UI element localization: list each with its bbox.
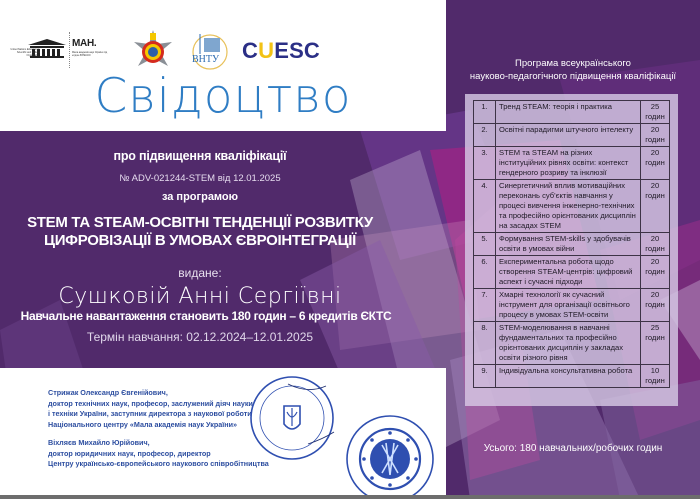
certificate-lead: про підвищення кваліфікації xyxy=(113,149,287,163)
certificate-title: Свідоцтво xyxy=(94,69,352,124)
table-row: 2. Освітні парадигми штучного інтелекту 20 годин xyxy=(474,124,670,147)
table-row: 3. STEM та STEAM на різних інституційних рівнях освіти: контекст гендерного розриву та інклюзії 20 годин xyxy=(474,147,670,180)
vntu-logo-icon xyxy=(186,32,230,72)
program-table xyxy=(473,100,670,388)
signatures-panel xyxy=(0,368,446,495)
study-load: Навчальне навантаження становить 180 годин – 6 кредитів ЄКТС xyxy=(20,309,392,323)
man-caption: Мала академія наук України під егідою ЮНЕСКО xyxy=(72,51,108,57)
table-row: 8. STEM-моделювання в навчанні фундаментальних та професійно орієнтованих дисциплін у закладах освіти різного рівня 25 годин xyxy=(474,322,670,365)
program-total: Усього: 180 навчальних/робочих годин xyxy=(483,443,663,454)
program-heading: Програма всеукраїнського науково-педагогічного підвищення кваліфікації xyxy=(469,58,677,82)
table-row: 1. Тренд STEAM: теорія і практика 25 годин xyxy=(474,101,670,124)
certificate-number: № ADV-021244-STEM від 12.01.2025 xyxy=(119,173,281,184)
logo-divider xyxy=(69,32,70,68)
program-label: за програмою xyxy=(161,191,239,203)
table-row: 7. Хмарні технології як сучасний інструмент для організації освітнього процесу в умовах STEM-освіти 20 годин xyxy=(474,289,670,322)
table-row: 6. Експериментальна робота щодо створення STEAM-центрів: цифровий аспект і сучасні підходи 20 годин xyxy=(474,256,670,289)
header-panel xyxy=(0,0,446,131)
vntu-text: ВНТУ xyxy=(192,54,220,65)
signatory-1: Стрижак Олександр Євгенійович, доктор технічних наук, професор, заслужений діяч науки і техніки України, заступник директора з наукової роботи Національного центру «Мала академія наук України» xyxy=(48,388,253,429)
unesco-caption: United Nations Educational, Scientific and Cultural Organization xyxy=(10,48,40,57)
issued-label: видане: xyxy=(178,266,222,280)
table-row: 4. Синергетичний вплив мотиваційних переконань суб'єктів навчання у процесі вивчення інженерно-технічних та професійно орієнтованих дисциплін на засадах STEM 20 годин xyxy=(474,180,670,233)
bottom-border xyxy=(0,495,700,499)
recipient-name: Сушковій Анні Сергіївні xyxy=(58,284,342,309)
signatory-2: Віхляєв Михайло Юрійович, доктор юридичних наук, професор, директор Центру українсько-європейського наукового співробітництва xyxy=(48,438,269,468)
cuesc-logo: CUESC xyxy=(242,38,321,63)
cuesc-stamp-icon xyxy=(344,413,436,499)
man-logo: МАН. xyxy=(72,38,97,49)
study-term: Термін навчання: 02.12.2024–12.01.2025 xyxy=(86,330,314,344)
program-title: STEM ТА STEAM-ОСВІТНІ ТЕНДЕНЦІЇ РОЗВИТКУ ЦИФРОВІЗАЦІЇ В УМОВАХ ЄВРОІНТЕГРАЦІЇ xyxy=(27,214,373,249)
program-table-box xyxy=(465,94,678,406)
ministry-stamp-icon xyxy=(248,374,336,462)
table-row: 5. Формування STEM-skills у здобувачів освіти в умовах війни 20 годин xyxy=(474,233,670,256)
table-row: 9. Індивідуальна консультативна робота 10 годин xyxy=(474,365,670,388)
